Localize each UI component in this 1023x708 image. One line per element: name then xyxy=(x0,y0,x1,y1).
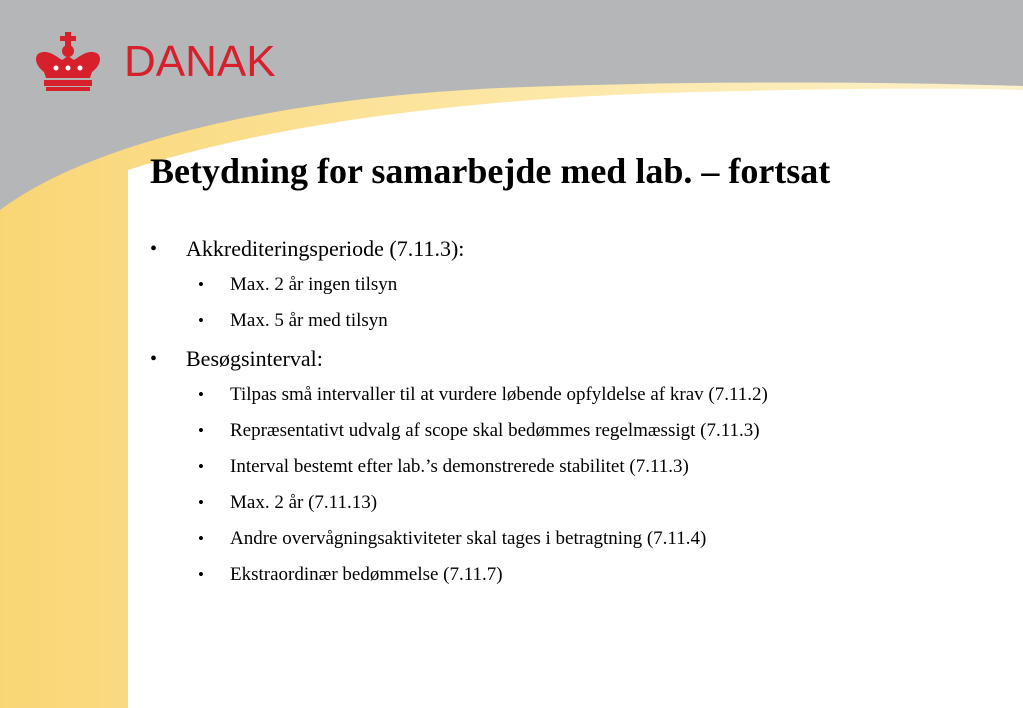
bullet-text: Max. 2 år (7.11.13) xyxy=(230,492,378,513)
bullet-text: Andre overvågningsaktiviteter skal tages i betragtning (7.11.4) xyxy=(230,528,707,549)
sub-bullet xyxy=(150,380,1010,410)
sub-bullet xyxy=(150,524,1010,554)
sub-bullet xyxy=(150,560,1010,590)
sub-bullet xyxy=(150,270,1010,300)
slide-title: Betydning for samarbejde med lab. – fortsat xyxy=(150,151,831,191)
bullet-marker: • xyxy=(198,493,204,512)
bullet-marker: • xyxy=(150,238,158,260)
bullet-marker: • xyxy=(150,348,158,370)
sub-bullet xyxy=(150,306,1010,336)
bullet-besoegsinterval xyxy=(150,342,1010,376)
bullet-text: Max. 2 år ingen tilsyn xyxy=(230,274,398,295)
sub-bullet xyxy=(150,488,1010,518)
bullet-text: Tilpas små intervaller til at vurdere løbende opfyldelse af krav (7.11.2) xyxy=(230,384,768,405)
bullet-marker: • xyxy=(198,385,204,404)
bullet-text: Interval bestemt efter lab.’s demonstrerede stabilitet (7.11.3) xyxy=(230,456,689,477)
bullet-marker: • xyxy=(198,565,204,584)
bullet-text: Ekstraordinær bedømmelse (7.11.7) xyxy=(230,564,503,585)
sub-bullet xyxy=(150,416,1010,446)
bullet-text: Besøgsinterval: xyxy=(186,346,323,371)
bullet-akkrediteringsperiode xyxy=(150,232,1010,266)
danak-logo xyxy=(32,30,276,94)
sub-bullet xyxy=(150,452,1010,482)
bullet-marker: • xyxy=(198,457,204,476)
bullet-marker: • xyxy=(198,311,204,330)
logo-brand-text: DANAK xyxy=(124,37,276,86)
bullet-marker: • xyxy=(198,275,204,294)
slide-content xyxy=(150,232,1010,596)
bullet-text: Max. 5 år med tilsyn xyxy=(230,310,388,331)
crown-icon xyxy=(32,30,104,94)
bullet-text: Akkrediteringsperiode (7.11.3): xyxy=(186,236,465,261)
bullet-marker: • xyxy=(198,529,204,548)
bullet-text: Repræsentativt udvalg af scope skal bedømmes regelmæssigt (7.11.3) xyxy=(230,420,760,441)
bullet-marker: • xyxy=(198,421,204,440)
